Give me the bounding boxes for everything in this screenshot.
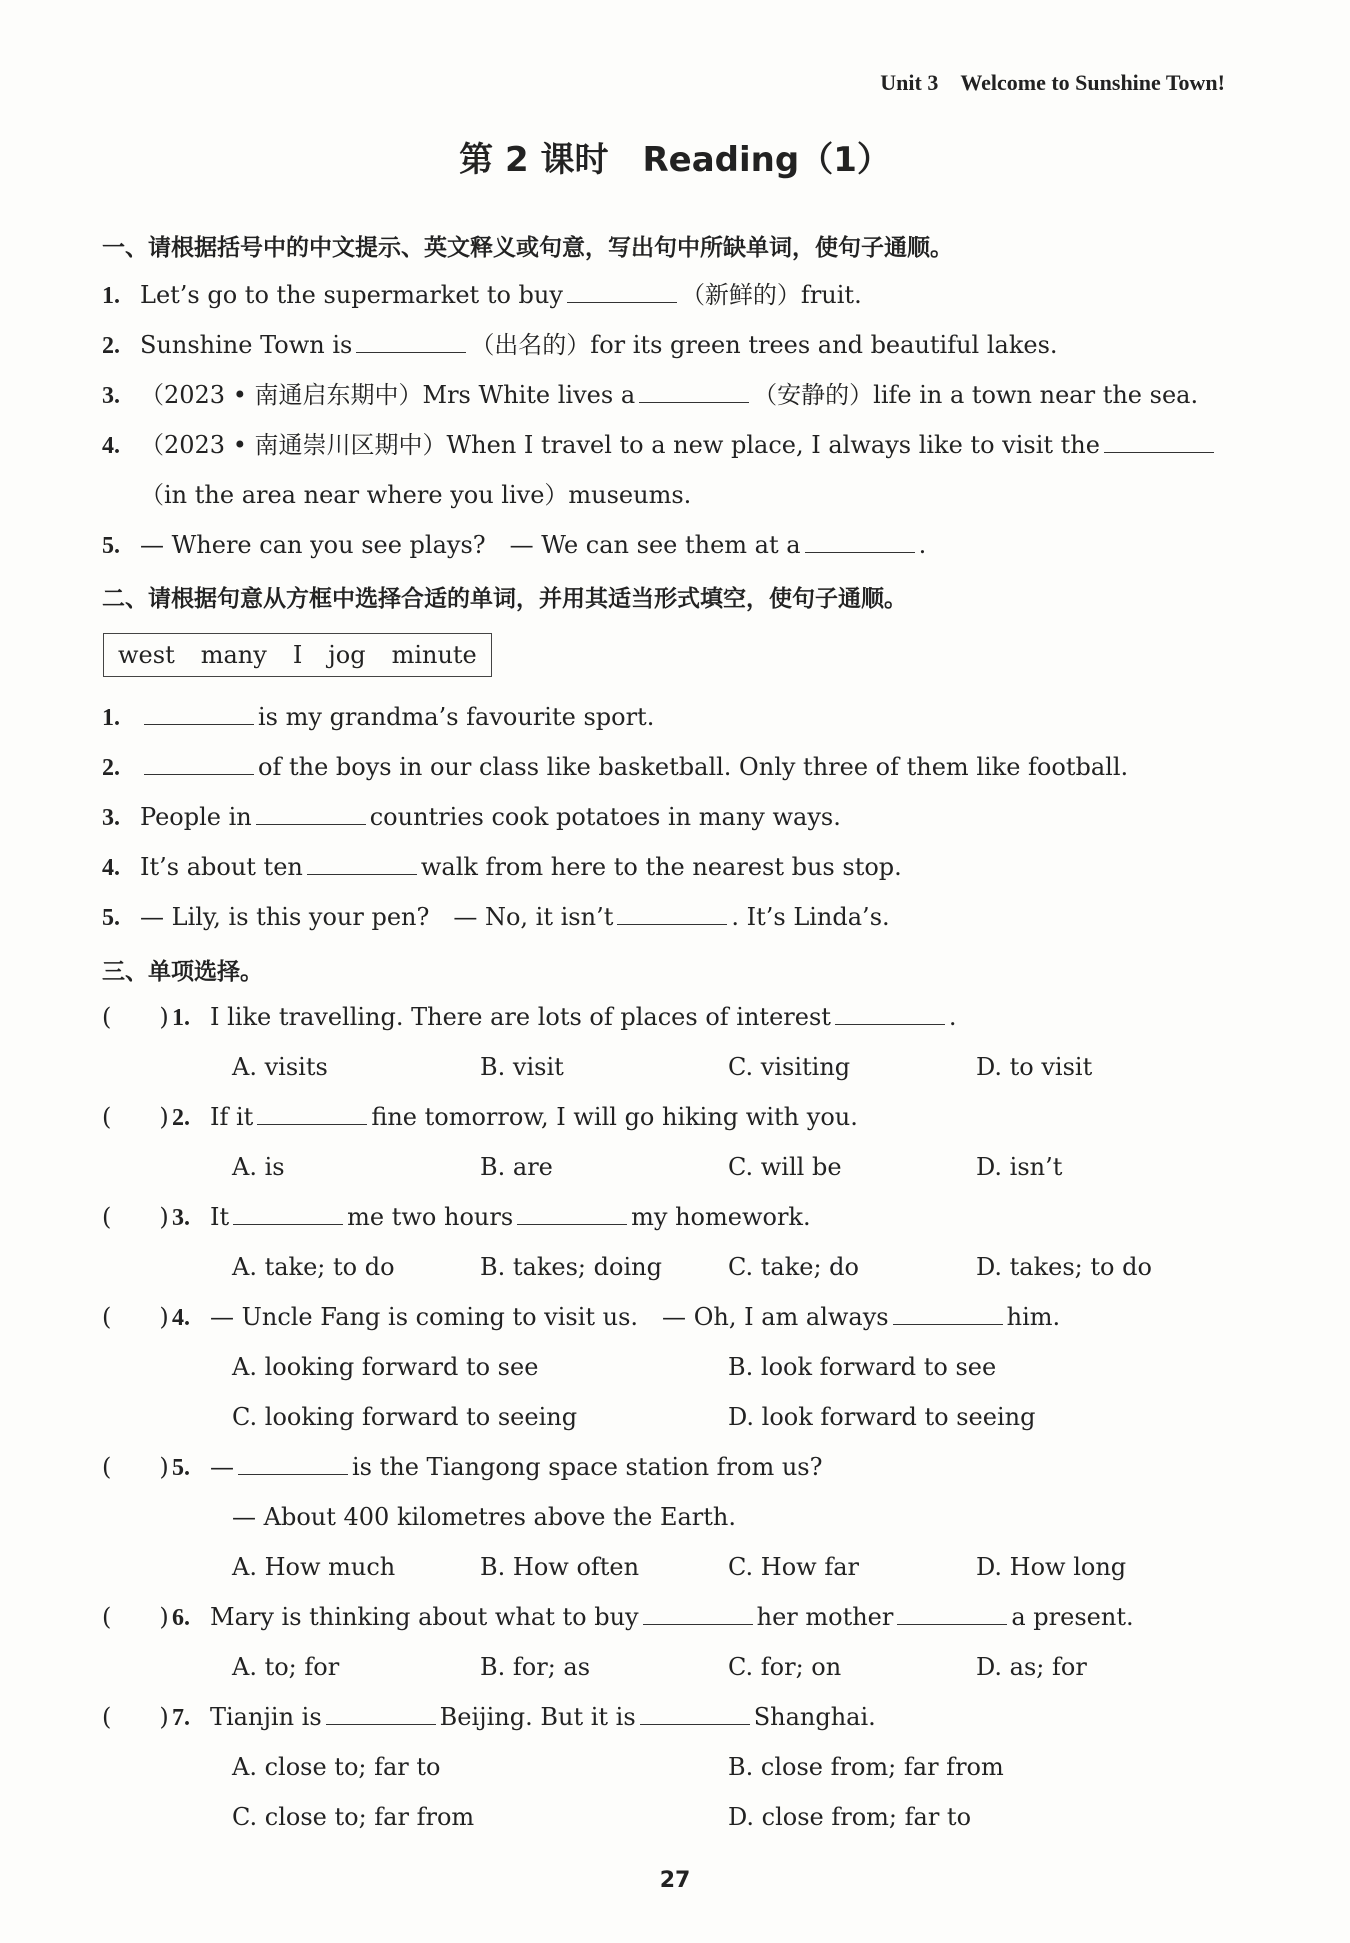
word-box-word: I — [292, 641, 303, 669]
option-d[interactable]: D. isn’t — [976, 1153, 1063, 1181]
mc-question-4: ( ) 4. — Uncle Fang is coming to visit us. — Oh, I am always him. — [102, 1300, 1225, 1335]
page-number: 27 — [659, 1868, 691, 1893]
option-b[interactable]: B. close from; far from — [728, 1753, 1004, 1781]
option-a[interactable]: A. is — [232, 1153, 285, 1181]
s2-item-4: 4. It’s about ten walk from here to the nearest bus stop. — [102, 853, 902, 881]
answer-blank — [238, 1452, 348, 1475]
answer-blank — [517, 1202, 627, 1225]
s1-item-3: 3. （2023 • 南通启东期中）Mrs White lives a （安静的）life in a town near the sea. — [102, 381, 1199, 409]
answer-blank[interactable] — [307, 852, 417, 875]
s1-item-4: 4. （2023 • 南通崇川区期中）When I travel to a new place, I always like to visit the — [102, 428, 1225, 463]
mc-question-6: ( ) 6. Mary is thinking about what to buy her mother a present. — [102, 1600, 1225, 1635]
answer-blank[interactable] — [1104, 430, 1214, 453]
word-box-word: minute — [391, 641, 477, 669]
s2-item-2: 2. of the boys in our class like basketball. Only three of them like football. — [102, 753, 1129, 781]
answer-parentheses[interactable]: ( ) — [102, 1703, 169, 1731]
answer-blank — [893, 1302, 1003, 1325]
answer-blank[interactable] — [617, 902, 727, 925]
word-box-word: jog — [328, 641, 366, 669]
answer-blank[interactable] — [805, 530, 915, 553]
s1-item-2: 2. Sunshine Town is （出名的）for its green trees and beautiful lakes. — [102, 331, 1058, 359]
answer-blank[interactable] — [144, 702, 254, 725]
option-c[interactable]: C. visiting — [728, 1053, 851, 1081]
option-d[interactable]: D. close from; far to — [728, 1803, 972, 1831]
mc-question-7: ( ) 7. Tianjin is Beijing. But it is Shanghai. — [102, 1700, 1225, 1735]
answer-parentheses[interactable]: ( ) — [102, 1453, 169, 1481]
answer-parentheses[interactable]: ( ) — [102, 1303, 169, 1331]
unit-title: Welcome to Sunshine Town! — [960, 70, 1225, 95]
running-header — [880, 70, 1225, 96]
option-b[interactable]: B. takes; doing — [480, 1253, 662, 1281]
answer-blank — [640, 1702, 750, 1725]
word-box-word: many — [200, 641, 267, 669]
mc-question-1: ( ) 1. I like travelling. There are lots of places of interest . — [102, 1000, 1225, 1035]
mc-question-2: ( ) 2. If it fine tomorrow, I will go hiking with you. — [102, 1100, 1225, 1135]
answer-blank[interactable] — [639, 380, 749, 403]
option-c[interactable]: C. will be — [728, 1153, 842, 1181]
option-a[interactable]: A. How much — [232, 1553, 396, 1581]
s2-item-1: 1. is my grandma’s favourite sport. — [102, 703, 655, 731]
option-d[interactable]: D. as; for — [976, 1653, 1087, 1681]
answer-parentheses[interactable]: ( ) — [102, 1603, 169, 1631]
s2-item-5: 5. — Lily, is this your pen? — No, it isn’t . It’s Linda’s. — [102, 903, 890, 931]
mc-question-5-reply: — About 400 kilometres above the Earth. — [232, 1503, 736, 1531]
lesson-title: 第 2 课时 Reading（1） — [459, 140, 891, 180]
option-b[interactable]: B. look forward to see — [728, 1353, 997, 1381]
option-c[interactable]: C. looking forward to seeing — [232, 1403, 578, 1431]
s1-item-5: 5. — Where can you see plays? — We can see them at a . — [102, 531, 927, 559]
option-c[interactable]: C. How far — [728, 1553, 859, 1581]
option-c[interactable]: C. close to; far from — [232, 1803, 475, 1831]
answer-blank — [897, 1602, 1007, 1625]
option-b[interactable]: B. are — [480, 1153, 553, 1181]
mc-question-5: ( ) 5. — is the Tiangong space station from us? — [102, 1450, 1225, 1485]
answer-blank[interactable] — [144, 752, 254, 775]
answer-blank — [233, 1202, 343, 1225]
answer-parentheses[interactable]: ( ) — [102, 1103, 169, 1131]
unit-label: Unit 3 — [880, 70, 939, 95]
answer-blank[interactable] — [256, 802, 366, 825]
answer-blank — [643, 1602, 753, 1625]
answer-parentheses[interactable]: ( ) — [102, 1203, 169, 1231]
option-a[interactable]: A. take; to do — [232, 1253, 395, 1281]
section2-heading: 二、请根据句意从方框中选择合适的单词，并用其适当形式填空，使句子通顺。 — [102, 586, 907, 612]
answer-blank — [326, 1702, 436, 1725]
s1-item-1: 1. Let’s go to the supermarket to buy （新鲜的）fruit. — [102, 281, 862, 309]
word-box — [103, 633, 492, 677]
option-d[interactable]: D. takes; to do — [976, 1253, 1152, 1281]
option-a[interactable]: A. visits — [232, 1053, 328, 1081]
s2-item-3: 3. People in countries cook potatoes in many ways. — [102, 803, 841, 831]
option-d[interactable]: D. look forward to seeing — [728, 1403, 1036, 1431]
word-box-word: west — [118, 641, 175, 669]
option-c[interactable]: C. take; do — [728, 1253, 859, 1281]
answer-blank — [257, 1102, 367, 1125]
option-a[interactable]: A. close to; far to — [232, 1753, 441, 1781]
option-b[interactable]: B. visit — [480, 1053, 564, 1081]
section3-heading: 三、单项选择。 — [102, 959, 263, 985]
answer-blank[interactable] — [567, 280, 677, 303]
answer-blank — [835, 1002, 945, 1025]
answer-blank[interactable] — [356, 330, 466, 353]
option-d[interactable]: D. How long — [976, 1553, 1127, 1581]
option-a[interactable]: A. looking forward to see — [232, 1353, 539, 1381]
option-c[interactable]: C. for; on — [728, 1653, 842, 1681]
mc-question-3: ( ) 3. It me two hours my homework. — [102, 1200, 1225, 1235]
answer-parentheses[interactable]: ( ) — [102, 1003, 169, 1031]
option-b[interactable]: B. for; as — [480, 1653, 591, 1681]
option-a[interactable]: A. to; for — [232, 1653, 340, 1681]
option-b[interactable]: B. How often — [480, 1553, 640, 1581]
option-d[interactable]: D. to visit — [976, 1053, 1093, 1081]
section1-heading: 一、请根据括号中的中文提示、英文释义或句意，写出句中所缺单词，使句子通顺。 — [102, 235, 953, 261]
s1-item-4-cont: （in the area near where you live）museums. — [140, 481, 692, 509]
